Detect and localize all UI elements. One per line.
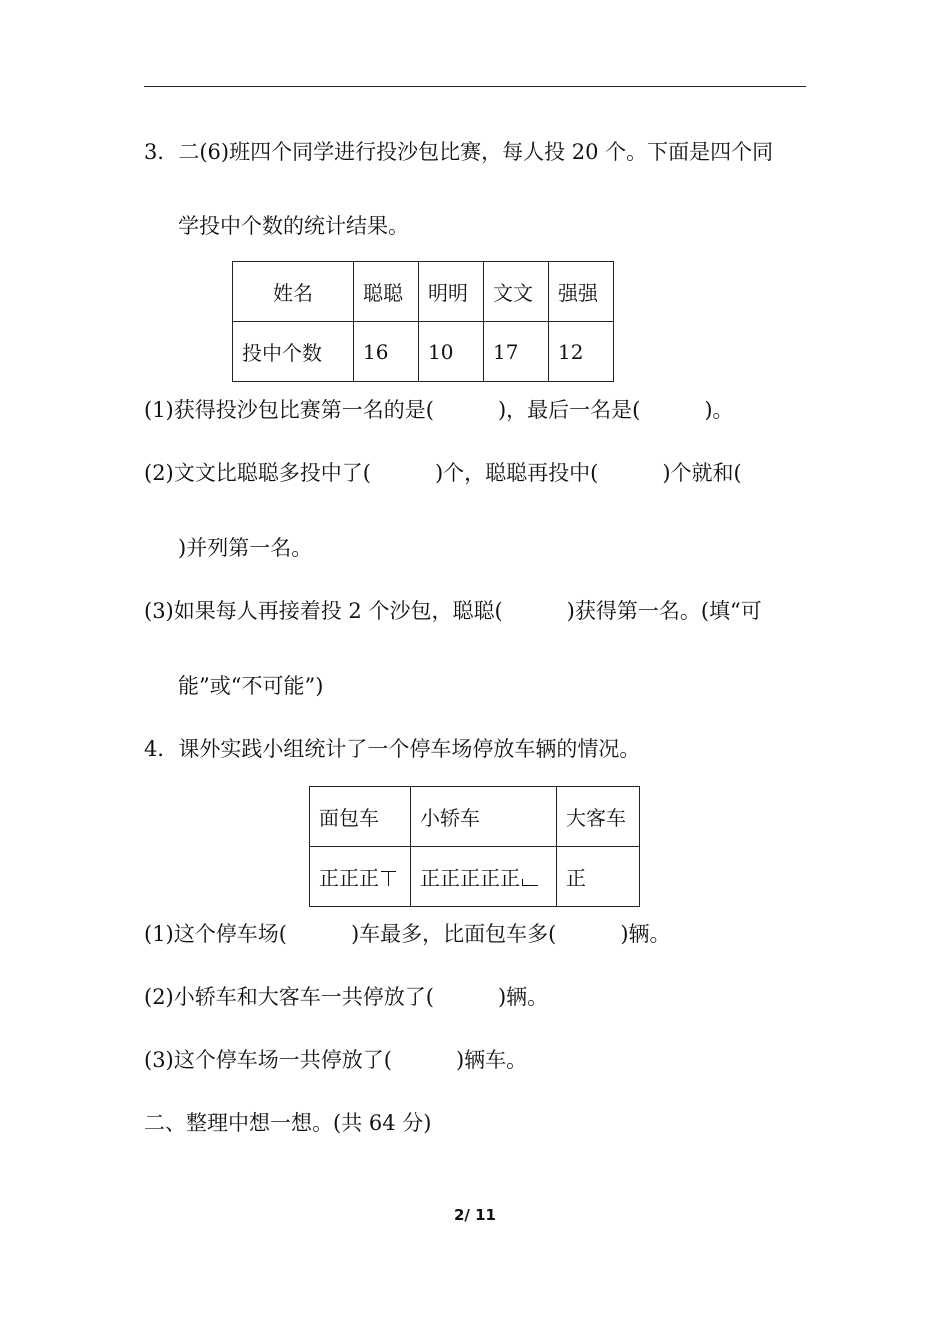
table-cell: 姓名	[233, 262, 354, 322]
table-cell: 强强	[549, 262, 614, 322]
parking-tally-table	[309, 786, 640, 907]
q3-sub1	[144, 396, 734, 424]
table-cell: 12	[549, 322, 614, 382]
table-row	[233, 322, 614, 382]
minivan-tally-cell	[310, 847, 411, 907]
q4-sub1	[144, 920, 671, 948]
q3-sub3-text-a: (3)如果每人再接着投 2 个沙包，聪聪(	[144, 599, 503, 623]
bus-tally: 正	[566, 866, 586, 890]
q3-sub2-text-c: )个就和(	[662, 461, 742, 485]
q4-sub3-text-b: )辆车。	[455, 1048, 528, 1072]
q3-sub3	[144, 597, 762, 625]
q3-line2: 学投中个数的统计结果。	[178, 214, 409, 238]
bus-tally-cell	[557, 847, 640, 907]
table-cell: 10	[419, 322, 484, 382]
q4-sub2-text-a: (2)小轿车和大客车一共停放了(	[144, 985, 434, 1009]
q3-sub2	[144, 459, 742, 487]
q4-sub3-text-a: (3)这个停车场一共停放了(	[144, 1048, 392, 1072]
table-cell: 面包车	[310, 787, 411, 847]
table-cell: 小轿车	[411, 787, 557, 847]
table-cell: 大客车	[557, 787, 640, 847]
q3-sub2-text-a: (2)文文比聪聪多投中了(	[144, 461, 371, 485]
section-heading: 二、整理中想一想。(共 64 分)	[144, 1111, 432, 1135]
car-tally: 正正正正正	[420, 866, 520, 890]
table-cell: 文文	[484, 262, 549, 322]
q3-sub2-text-b: )个，聪聪再投中(	[434, 461, 599, 485]
page-number: 2/ 11	[453, 1206, 496, 1224]
table-row	[310, 787, 640, 847]
table-row	[310, 847, 640, 907]
q4-sub1-text-c: )辆。	[620, 922, 671, 946]
q4-sub2-text-b: )辆。	[497, 985, 549, 1009]
q3-sub1-text-b: )，最后一名是(	[497, 398, 641, 422]
table-cell: 16	[354, 322, 419, 382]
q3-sub2-cont: )并列第一名。	[178, 536, 313, 560]
table-cell: 17	[484, 322, 549, 382]
table-row	[233, 262, 614, 322]
tally-partial-icon	[520, 869, 538, 887]
table-cell: 投中个数	[233, 322, 354, 382]
q3-sub1-text-a: (1)获得投沙包比赛第一名的是(	[144, 398, 434, 422]
q4-sub2	[144, 983, 548, 1011]
q3-sub1-text-c: )。	[704, 398, 734, 422]
tally-partial-icon	[379, 869, 397, 887]
q4-line1: 4．课外实践小组统计了一个停车场停放车辆的情况。	[144, 737, 641, 761]
throw-results-table	[232, 261, 614, 382]
table-cell: 聪聪	[354, 262, 419, 322]
header-rule	[144, 86, 806, 87]
q3-sub3-text-b: )获得第一名。(填“可	[566, 599, 762, 623]
car-tally-cell	[411, 847, 557, 907]
q4-sub1-text-a: (1)这个停车场(	[144, 922, 287, 946]
q4-sub1-text-b: )车最多，比面包车多(	[350, 922, 557, 946]
minivan-tally: 正正正	[319, 866, 379, 890]
q3-line1: 3．二(6)班四个同学进行投沙包比赛，每人投 20 个。下面是四个同	[144, 140, 774, 164]
q3-sub3-cont: 能”或“不可能”)	[178, 674, 324, 698]
q4-sub3	[144, 1046, 527, 1074]
table-cell: 明明	[419, 262, 484, 322]
